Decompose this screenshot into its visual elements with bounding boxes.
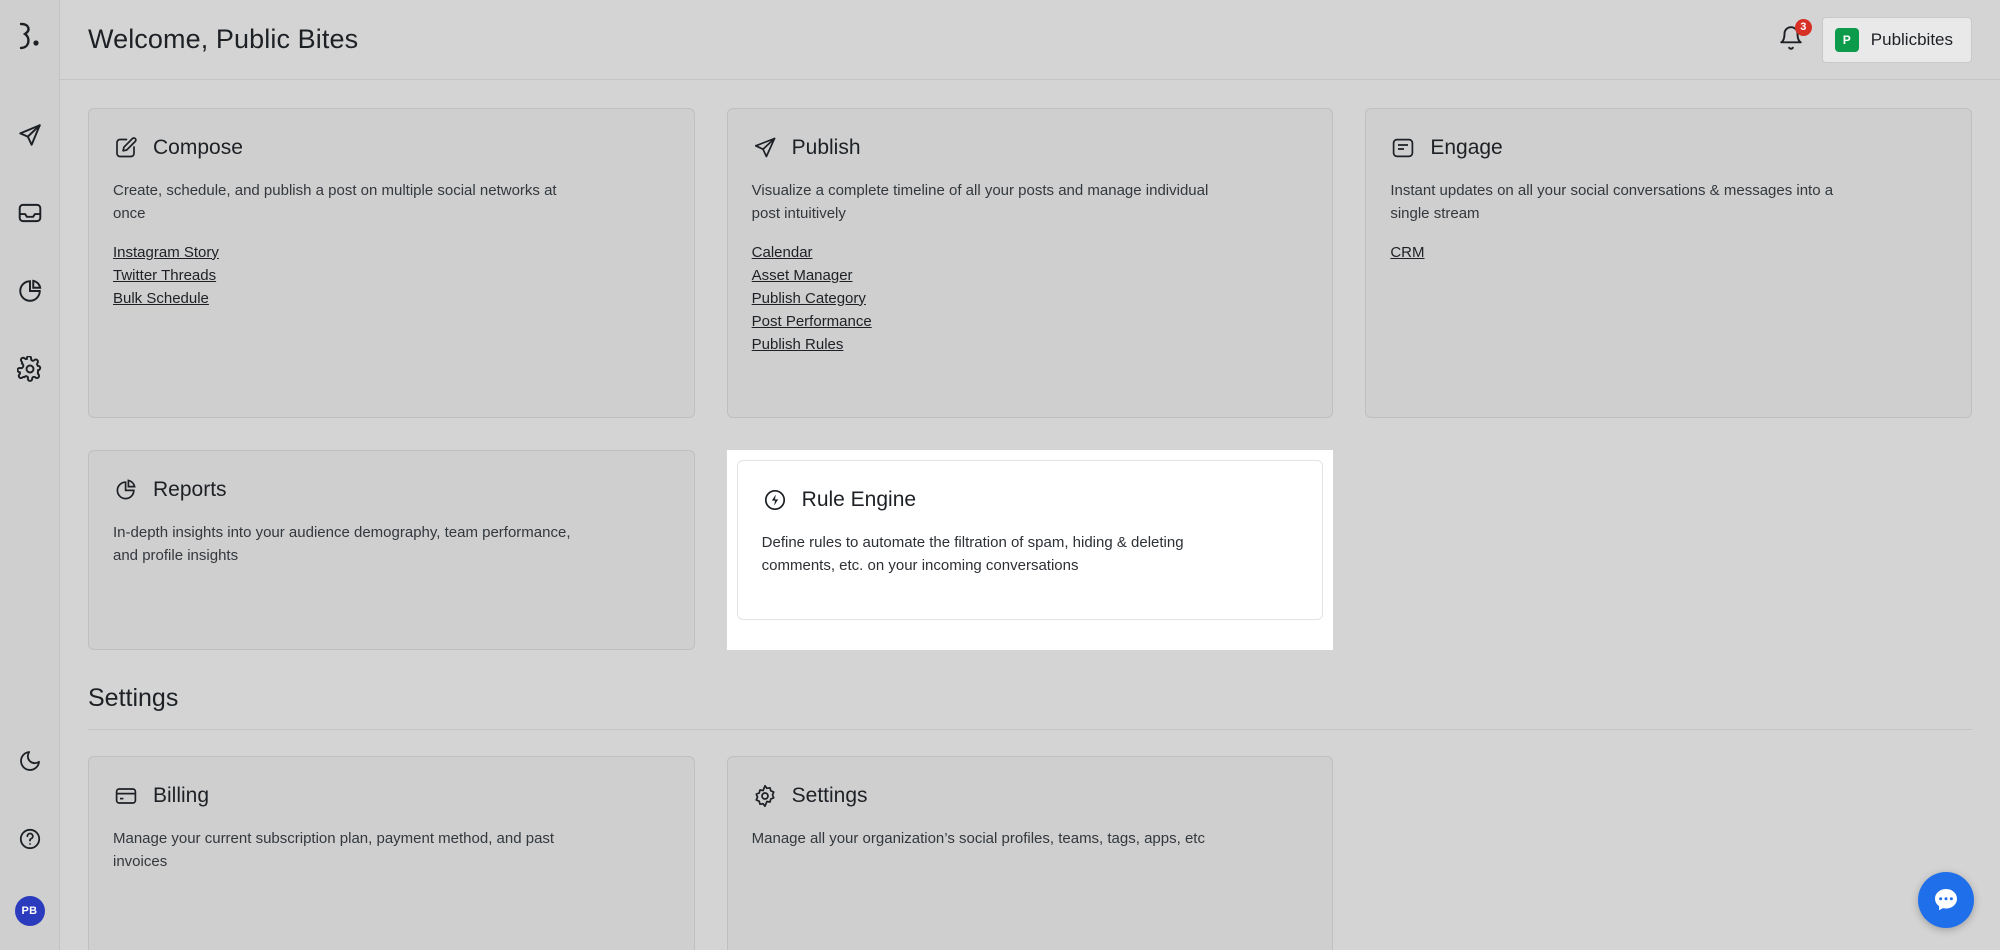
organization-name: Publicbites (1870, 29, 1953, 49)
compose-pencil-icon (113, 135, 139, 161)
card-description: Manage your current subscription plan, payment method, and past invoices (113, 830, 555, 871)
card-reports[interactable] (88, 450, 695, 650)
page-title: Welcome, Public Bites (88, 24, 359, 54)
card-description: In-depth insights into your audience demography, team performance, and profile insights (113, 524, 571, 565)
sidebar-item-publish[interactable] (9, 114, 51, 156)
grid-spacer (1365, 756, 1972, 950)
card-description: Create, schedule, and publish a post on multiple social networks at once (113, 182, 557, 223)
link-asset-manager[interactable]: Asset Manager (751, 266, 853, 284)
card-title: Reports (153, 478, 227, 501)
pie-chart-icon (113, 477, 139, 503)
link-publish-category[interactable]: Publish Category (751, 289, 866, 307)
dashboard-content (60, 80, 2000, 950)
link-twitter-threads[interactable]: Twitter Threads (113, 266, 217, 284)
help-icon[interactable] (9, 818, 51, 860)
sidebar-item-inbox[interactable] (9, 192, 51, 234)
card-billing[interactable] (88, 756, 695, 950)
top-bar-right (1778, 17, 1972, 63)
card-header (113, 477, 670, 503)
card-links (752, 244, 1309, 353)
sidebar-bottom (9, 740, 51, 950)
link-bulk-schedule[interactable]: Bulk Schedule (113, 289, 209, 307)
card-settings[interactable] (727, 756, 1334, 950)
card-rule-engine[interactable] (737, 460, 1324, 620)
sidebar-item-settings[interactable] (9, 348, 51, 390)
sidebar-item-reports[interactable] (9, 270, 51, 312)
card-header (752, 783, 1309, 809)
card-description: Manage all your organization’s social profiles, teams, tags, apps, etc (751, 830, 1205, 847)
card-title: Engage (1430, 136, 1503, 159)
feature-card-grid (88, 108, 1972, 650)
main-area (60, 0, 2000, 950)
card-description: Visualize a complete timeline of all your posts and manage individual post intuitively (751, 182, 1209, 223)
gear-icon (752, 783, 778, 809)
card-header (113, 783, 670, 809)
notification-badge: 3 (1795, 19, 1812, 36)
logo-icon[interactable] (12, 18, 48, 54)
card-header (752, 135, 1309, 161)
card-links (1390, 244, 1947, 261)
avatar[interactable]: PB (15, 896, 45, 926)
card-description: Define rules to automate the filtration of spam, hiding & deleting comments, etc. on your incoming conversations (761, 534, 1184, 575)
link-instagram-story[interactable]: Instagram Story (113, 243, 219, 261)
card-compose[interactable] (88, 108, 695, 418)
organization-switcher[interactable] (1822, 17, 1972, 63)
card-title: Billing (153, 784, 210, 807)
lightning-circle-icon (762, 487, 788, 513)
link-publish-rules[interactable]: Publish Rules (751, 335, 844, 353)
link-crm[interactable]: CRM (1390, 243, 1425, 261)
card-engage[interactable] (1365, 108, 1972, 418)
settings-card-grid (88, 756, 1972, 950)
settings-section-title: Settings (88, 684, 179, 712)
card-title: Rule Engine (801, 488, 917, 511)
card-links (113, 244, 670, 307)
dark-mode-icon[interactable] (9, 740, 51, 782)
left-sidebar (0, 0, 60, 950)
organization-logo: P (1835, 28, 1859, 52)
card-header (113, 135, 670, 161)
paper-plane-icon (752, 135, 778, 161)
card-description: Instant updates on all your social conversations & messages into a single stream (1390, 182, 1834, 223)
chat-bubble-icon (1390, 135, 1416, 161)
card-header (1390, 135, 1947, 161)
card-header (762, 487, 1299, 513)
intercom-chat-button[interactable] (1918, 872, 1974, 928)
card-title: Publish (791, 136, 861, 159)
card-publish[interactable] (727, 108, 1334, 418)
top-bar (60, 0, 2000, 80)
section-divider (88, 729, 1972, 730)
credit-card-icon (113, 783, 139, 809)
link-post-performance[interactable]: Post Performance (751, 312, 872, 330)
card-title: Compose (153, 136, 243, 159)
card-title: Settings (791, 784, 868, 807)
card-rule-engine-highlight (727, 450, 1334, 650)
link-calendar[interactable]: Calendar (751, 243, 813, 261)
grid-spacer (1365, 450, 1972, 650)
notifications-button[interactable] (1778, 20, 1807, 55)
